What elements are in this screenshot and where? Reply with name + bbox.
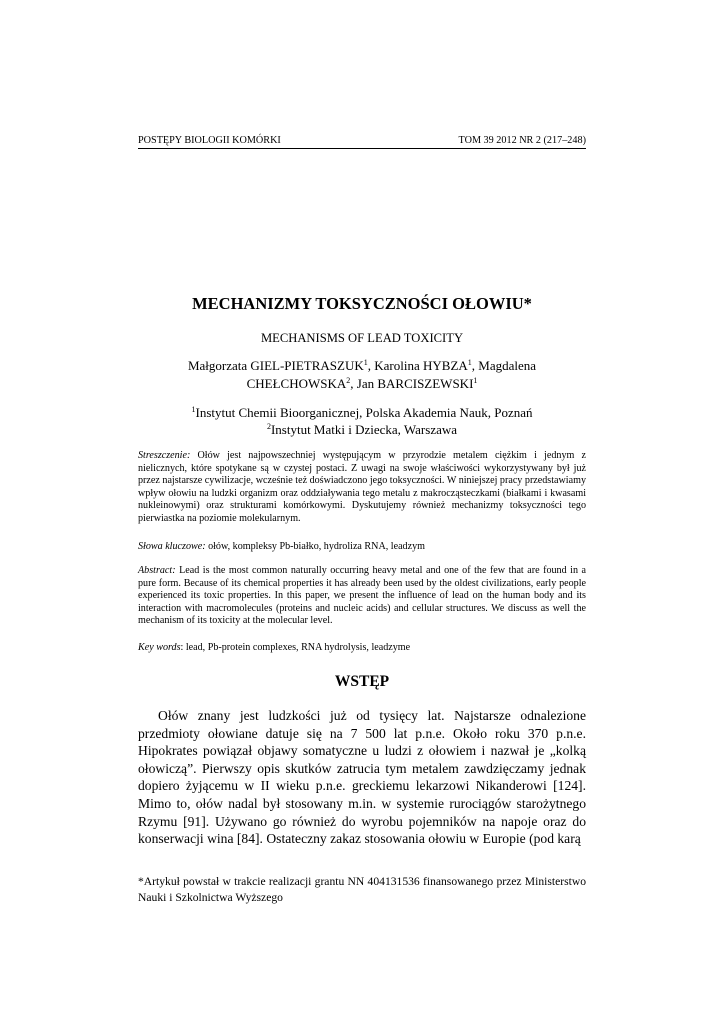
abstract-polish [138,450,586,526]
abstract-label: Streszczenie: [138,450,191,461]
keywords-text: ołów, kompleksy Pb-białko, hydroliza RNA, leadzym [205,541,425,552]
running-header [138,134,586,149]
author-list [150,357,574,393]
body-paragraph: Ołów znany jest ludzkości już od tysięcy lat. Najstarsze odnalezione przedmioty ołowiane datuje się na 7 500 lat p.n.e. Około roku 370 p.n.e. Hipokrates powiązał objawy somatyczne u ludzi z ołowiem i nazwał je „kolką ołowiczą”. Pierwszy opis skutków zatrucia tym metalem zawdzięczamy jednak dopiero żyjącemu w II wieku p.n.e. greckiemu lekarzowi Nikanderowi [124]. Mimo to, ołów nadal był stosowany m.in. w systemie rurociągów starożytnego Rzymu [91]. Używano go również do wyrobu pojemników na napoje oraz do konserwacji wina [84]. Ostateczny zakaz stosowania ołowiu w Europie (pod karą [138,708,586,847]
author: Magdalena CHEŁCHOWSKA$^2$, [246,358,537,391]
journal-name: POSTĘPY BIOLOGII KOMÓRKI [138,135,281,146]
section-heading: WSTĘP [334,673,390,690]
affiliation: $^1$Instytut Chemii Bioorganicznej, Polska Akademia Nauk, Poznań [191,405,533,420]
author: Karolina HYBZA$^1$, [374,358,479,373]
footnote: *Artykuł powstał w trakcie realizacji grantu NN 404131536 finansowanego przez Ministerstwo Nauki i Szkolnictwa Wyższego [138,875,586,904]
keywords-label: Key words [138,642,181,653]
keywords-label: Słowa kluczowe: [138,541,206,552]
keywords-english [138,642,586,655]
abstract-english [138,565,586,628]
affiliation-list [150,404,574,438]
affiliation: $^2$Instytut Matki i Dziecka, Warszawa [266,422,458,437]
article-title: MECHANIZMY TOKSYCZNOŚCI OŁOWIU* [192,294,532,313]
author: Jan BARCISZEWSKI$^1$ [356,376,478,391]
abstract-text: Ołów jest najpowszechniej występującym w przyrodzie metalem ciężkim i jednym z nielicznych, które spotykane są w czystej postaci. Z uwagi na swoje właściwości wykorzystywany był już przez najstarsze cywilizacje, wcześnie też doświadczono jego toksyczności. W niniejszej pracy przedstawiamy wpływ ołowiu na ludzki organizm oraz oddziaływania tego metalu z makrocząsteczkami (białkami i kwasami nukleinowymi) oraz strukturami komórkowymi. Dyskutujemy również mechanizmy toksyczności tego pierwiastka na poziomie molekularnym. [138,450,586,524]
abstract-text: Lead is the most common naturally occurring heavy metal and one of the few that are found in a pure form. Because of its chemical properties it has already been used by the oldest civilizations, early people experienced its toxic properties. In this paper, we present the influence of lead on the human body and its interaction with macromolecules (proteins and nucleic acids) and cellular structures. We discuss as well the mechanism of its toxicity at the molecular level. [138,565,586,627]
keywords-text: : lead, Pb-protein complexes, RNA hydrolysis, leadzyme [180,642,411,653]
author: Małgorzata GIEL-PIETRASZUK$^1$, [187,358,375,373]
keywords-polish [138,541,586,554]
volume-info: TOM 39 2012 NR 2 (217–248) [458,135,586,146]
abstract-label: Abstract: [138,565,176,576]
article-subtitle: MECHANISMS OF LEAD TOXICITY [260,331,464,345]
